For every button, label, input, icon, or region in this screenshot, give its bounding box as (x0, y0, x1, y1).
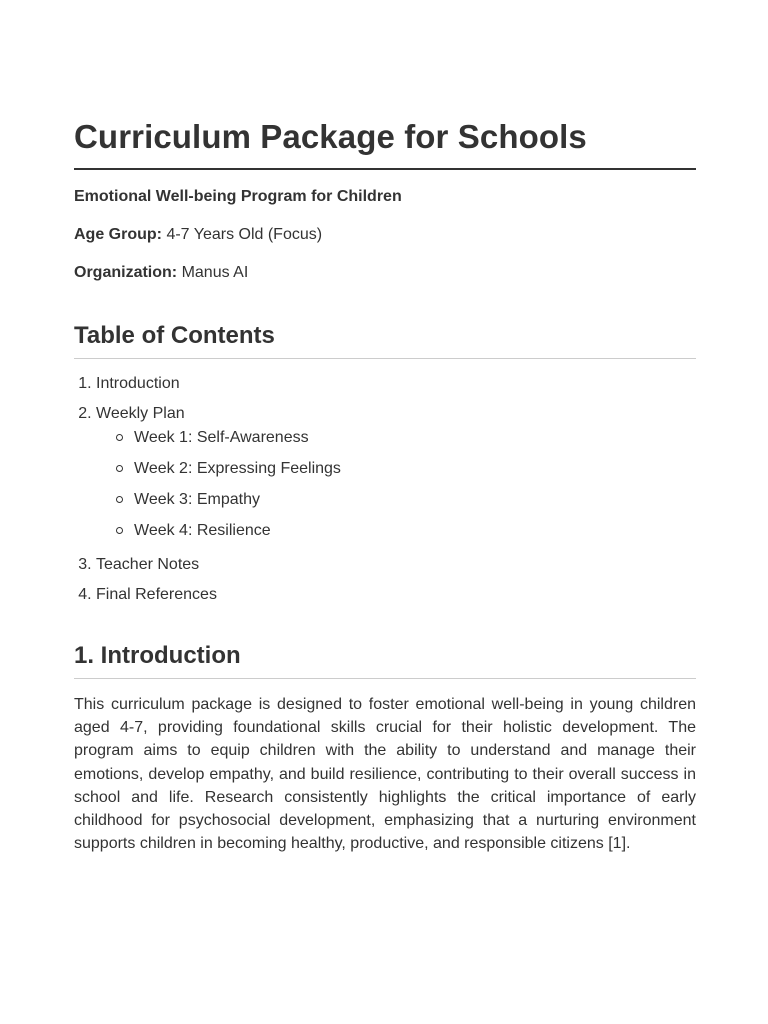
toc-item-weekly-plan[interactable] (96, 403, 696, 542)
toc-subitem-label[interactable]: Week 3: Empathy (134, 491, 260, 508)
table-of-contents (74, 373, 696, 606)
toc-heading: Table of Contents (74, 320, 696, 359)
introduction-heading: 1. Introduction (74, 640, 696, 679)
circle-bullet-icon (116, 465, 123, 472)
toc-subitem-week-3[interactable] (134, 489, 696, 511)
organization-value: Manus AI (181, 264, 249, 281)
toc-subitem-week-4[interactable] (134, 520, 696, 542)
weekly-plan-sublist (96, 427, 696, 542)
circle-bullet-icon (116, 434, 123, 441)
circle-bullet-icon (116, 527, 123, 534)
program-subtitle: Emotional Well-being Program for Children (74, 188, 402, 205)
introduction-paragraph: This curriculum package is designed to foster emotional well-being in young children aged 4-7, providing foundational skills crucial for their holistic development. The program aims to equip children with the ability to understand and manage their emotions, develop empathy, and build resilience, contributing to their overall success in school and life. Research consistently highlights the critical importance of early childhood for psychosocial development, emphasizing that a nurturing environment supports children in becoming healthy, productive, and responsible citizens [1]. (74, 696, 696, 853)
toc-item-label[interactable]: Introduction (96, 375, 180, 392)
toc-subitem-week-2[interactable] (134, 458, 696, 480)
toc-subitem-week-1[interactable] (134, 427, 696, 449)
toc-item-label[interactable]: Weekly Plan (96, 405, 185, 422)
organization-label: Organization: (74, 264, 178, 281)
age-group-value: 4-7 Years Old (Focus) (166, 226, 323, 243)
organization-line (74, 262, 696, 284)
toc-subitem-label[interactable]: Week 1: Self-Awareness (134, 429, 309, 446)
page-title: Curriculum Package for Schools (74, 116, 696, 170)
toc-item-label[interactable]: Teacher Notes (96, 556, 200, 573)
age-group-line (74, 224, 696, 246)
toc-item-label[interactable]: Final References (96, 586, 217, 603)
toc-subitem-label[interactable]: Week 2: Expressing Feelings (134, 460, 341, 477)
age-group-label: Age Group: (74, 226, 162, 243)
circle-bullet-icon (116, 496, 123, 503)
toc-item-final-references[interactable] (96, 584, 696, 606)
toc-item-introduction[interactable] (96, 373, 696, 395)
toc-subitem-label[interactable]: Week 4: Resilience (134, 522, 271, 539)
toc-item-teacher-notes[interactable] (96, 554, 696, 576)
